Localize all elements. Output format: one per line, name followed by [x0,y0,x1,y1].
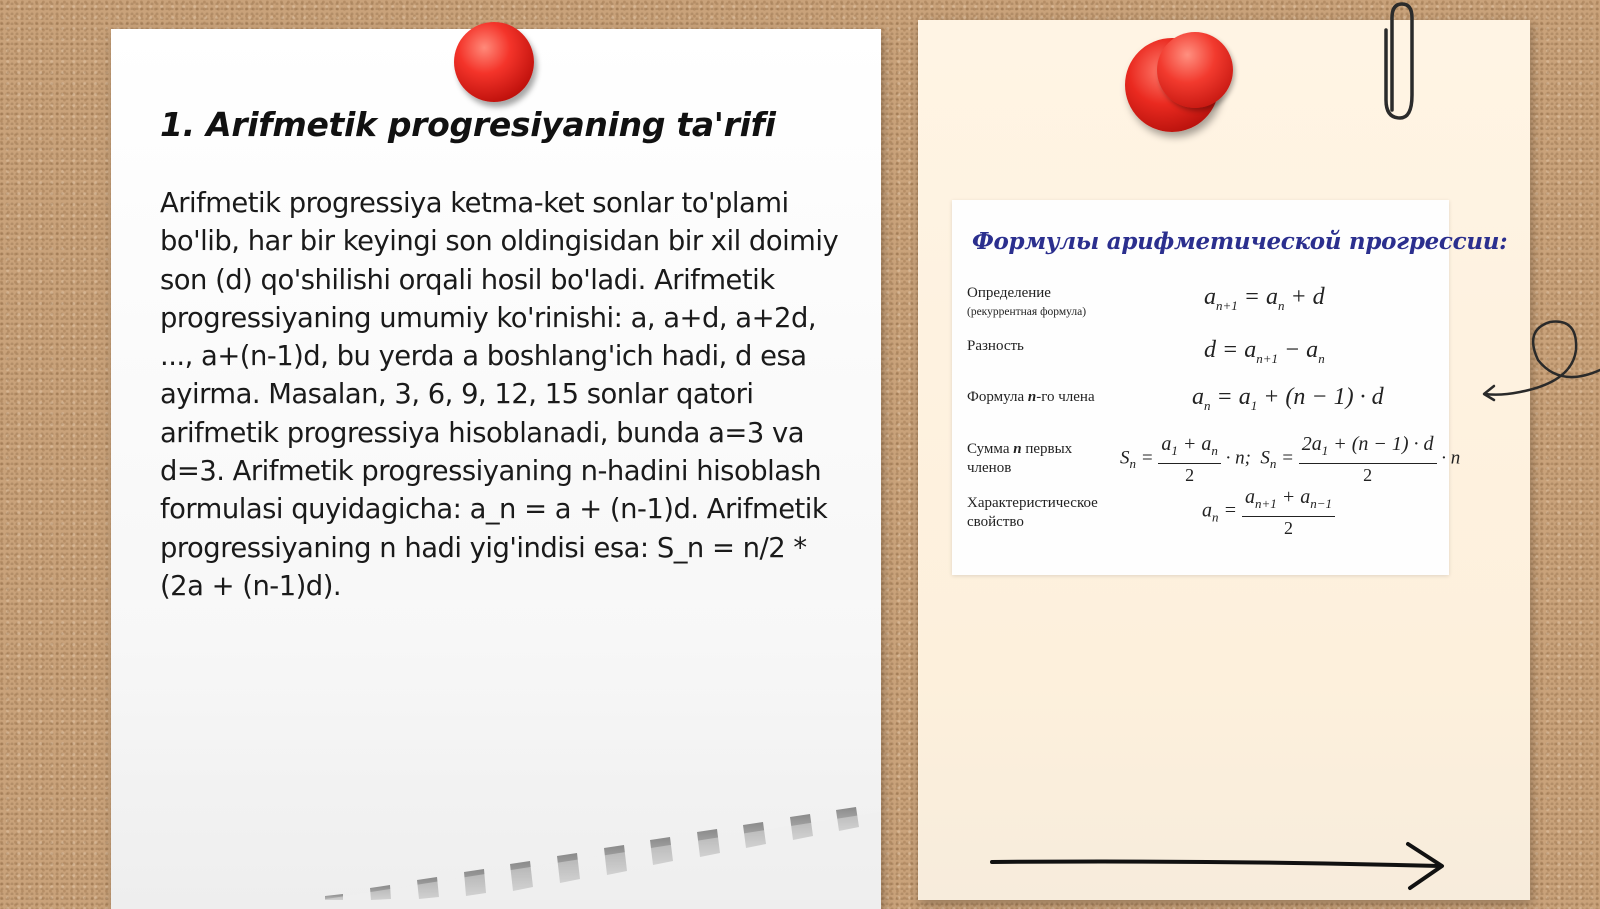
characteristic-label: Характеристическое свойство [967,495,1098,530]
definition-label: Определение (рекуррентная формула) [967,285,1087,318]
doodle-arrow-icon [1480,310,1600,420]
red-pushpin-icon [1157,32,1233,108]
torn-paper-edge [320,800,880,900]
formula-card-title: Формулы арифметической прогрессии: [972,228,1508,255]
characteristic-formula: $a_n$ = $\frac{a_{n+1} + a_{n-1}}{2}$ [1202,485,1335,539]
recursive-formula: $a_{n+1} = a_n + d$ [1204,284,1325,313]
difference-formula: $d = a_{n+1} - a_n$ [1204,337,1325,366]
nth-term-formula: $a_n = a_1 + (n - 1) \cdot d$ [1192,384,1384,413]
difference-label: Разность [967,338,1024,354]
formula-card [952,200,1508,575]
nth-term-label: Формула n-го члена [967,389,1095,405]
red-pushpin-icon [454,22,534,102]
right-arrow-icon [990,840,1450,892]
paperclip-icon [1376,0,1426,125]
definition-text: Arifmetik progressiya ketma-ket sonlar to'plami bo'lib, har bir keyingi son oldingisidan bir xil doimiy son (d) qo'shilishi orqali hosil bo'ladi. Arifmetik progressiyaning umumiy ko'rinishi: a, a+d, a+2d, ..., a+(n-1)d, bu yerda a boshlang'ich hadi, d esa ayirma. Masalan, 3, 6, 9, 12, 15 sonlar qatori arifmetik progressiya hisoblanadi, bunda a=3 va d=3. Arifmetik progressiyaning n-hadini hisoblash formulasi quyidagicha: a_n = a + (n-1)d. Arifmetik progressiyaning n hadi yig'indisi esa: S_n = n/2 * (2a + (n-1)d). [160,188,839,602]
page-title: 1. Arifmetik progresiyaning ta'rifi [160,105,776,144]
sum-formula: $S_n$ = $\frac{a_1 + a_n}{2}$ · n; $S_n$ = $\frac{2a_1 + (n - 1) \cdot d}{2}$ · n [1120,433,1461,485]
sum-label: Сумма n первых членов [967,441,1073,476]
